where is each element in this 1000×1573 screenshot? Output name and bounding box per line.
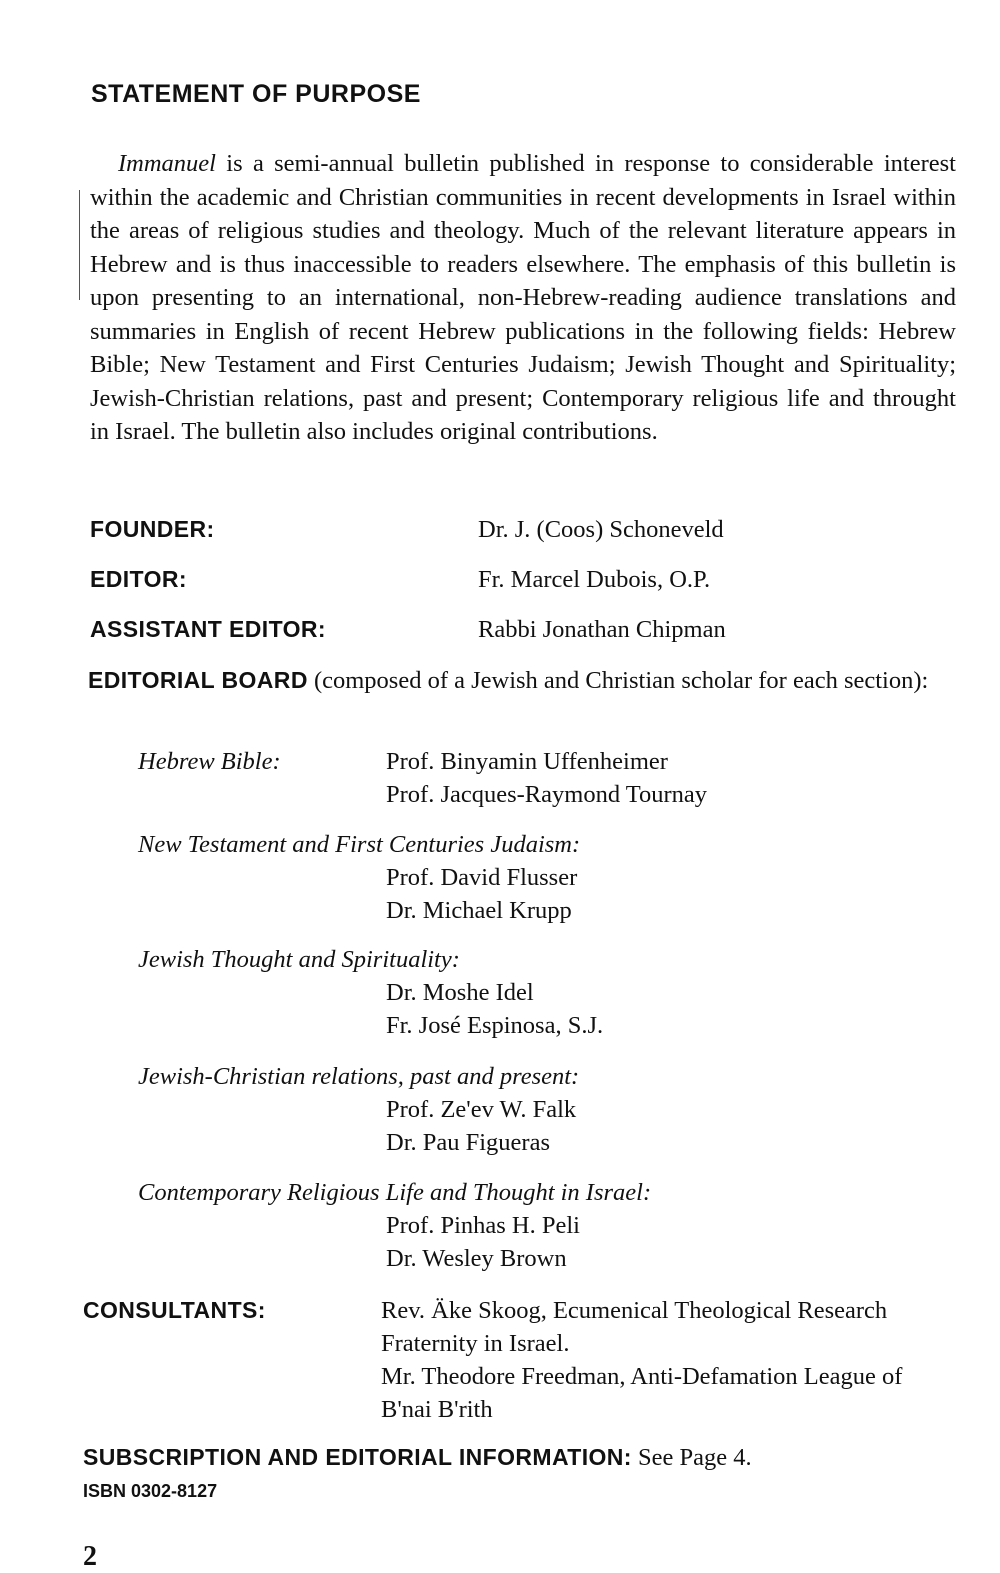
board-section-members	[386, 1209, 580, 1275]
board-section-members	[386, 861, 577, 927]
board-member: Prof. Ze'ev W. Falk	[386, 1096, 577, 1123]
board-member: Dr. Pau Figueras	[386, 1129, 550, 1156]
assistant-editor-label: ASSISTANT EDITOR:	[90, 616, 326, 642]
board-section-members	[386, 976, 603, 1042]
board-section-title: Jewish-Christian relations, past and present:	[138, 1063, 580, 1090]
purpose-paragraph	[90, 147, 956, 449]
board-member: Prof. Binyamin Uffenheimer	[386, 748, 668, 775]
board-section-members	[386, 1093, 576, 1159]
isbn: ISBN 0302-8127	[83, 1481, 218, 1501]
editorial-board-note: (composed of a Jewish and Christian scholar for each section):	[307, 667, 929, 694]
consultant-entry: Rev. Äke Skoog, Ecumenical Theological Research Fraternity in Israel.	[381, 1297, 888, 1357]
consultants-row	[83, 1294, 266, 1327]
editor-name: Fr. Marcel Dubois, O.P.	[478, 566, 711, 593]
editorial-board-intro	[88, 664, 956, 697]
bulletin-title: Immanuel	[118, 150, 216, 177]
editorial-board-label: EDITORIAL BOARD	[88, 667, 308, 693]
subscription-text: See Page 4.	[631, 1444, 752, 1471]
consultant-entry: Mr. Theodore Freedman, Anti-Defamation League of B'nai B'rith	[381, 1363, 903, 1423]
editor-row	[90, 563, 960, 596]
board-member: Dr. Wesley Brown	[386, 1245, 567, 1272]
board-member: Prof. Pinhas H. Peli	[386, 1212, 580, 1239]
consultants-label: CONSULTANTS:	[83, 1297, 266, 1323]
board-member: Dr. Michael Krupp	[386, 897, 572, 924]
board-section-title: Contemporary Religious Life and Thought in Israel:	[138, 1179, 652, 1206]
board-member: Prof. Jacques-Raymond Tournay	[386, 781, 708, 808]
board-section-title: Hebrew Bible:	[138, 748, 281, 775]
founder-row	[90, 513, 960, 546]
subscription-line	[83, 1441, 963, 1474]
founder-name: Dr. J. (Coos) Schoneveld	[478, 516, 724, 543]
board-member: Prof. David Flusser	[386, 864, 578, 891]
consultants-list	[381, 1294, 956, 1426]
board-section-title: New Testament and First Centuries Judaism:	[138, 831, 581, 858]
board-section-title: Jewish Thought and Spirituality:	[138, 946, 460, 973]
assistant-editor-row	[90, 613, 960, 646]
purpose-body: is a semi-annual bulletin published in response to considerable interest within the academic and Christian communities in recent developments in Israel within the areas of religious studies and theology. Much of the relevant literature appears in Hebrew and is thus inaccessible to readers elsewhere. The emphasis of this bulletin is upon presenting to an international, non-Hebrew-reading audience translations and summaries in English of recent Hebrew publications in the following fields: Hebrew Bible; New Testament and First Centuries Judaism; Jewish Thought and Spirituality; Jewish-Christian relations, past and present; Contemporary religious life and throught in Israel. The bulletin also includes original contributions.	[90, 150, 956, 445]
founder-label: FOUNDER:	[90, 516, 215, 542]
editor-label: EDITOR:	[90, 566, 187, 592]
page-number: 2	[83, 1541, 97, 1572]
board-member: Fr. José Espinosa, S.J.	[386, 1012, 604, 1039]
statement-heading: STATEMENT OF PURPOSE	[91, 80, 421, 108]
board-member: Dr. Moshe Idel	[386, 979, 534, 1006]
margin-rule	[79, 190, 80, 300]
assistant-editor-name: Rabbi Jonathan Chipman	[478, 616, 726, 643]
board-section-members	[386, 745, 707, 811]
subscription-label: SUBSCRIPTION AND EDITORIAL INFORMATION:	[83, 1444, 632, 1470]
